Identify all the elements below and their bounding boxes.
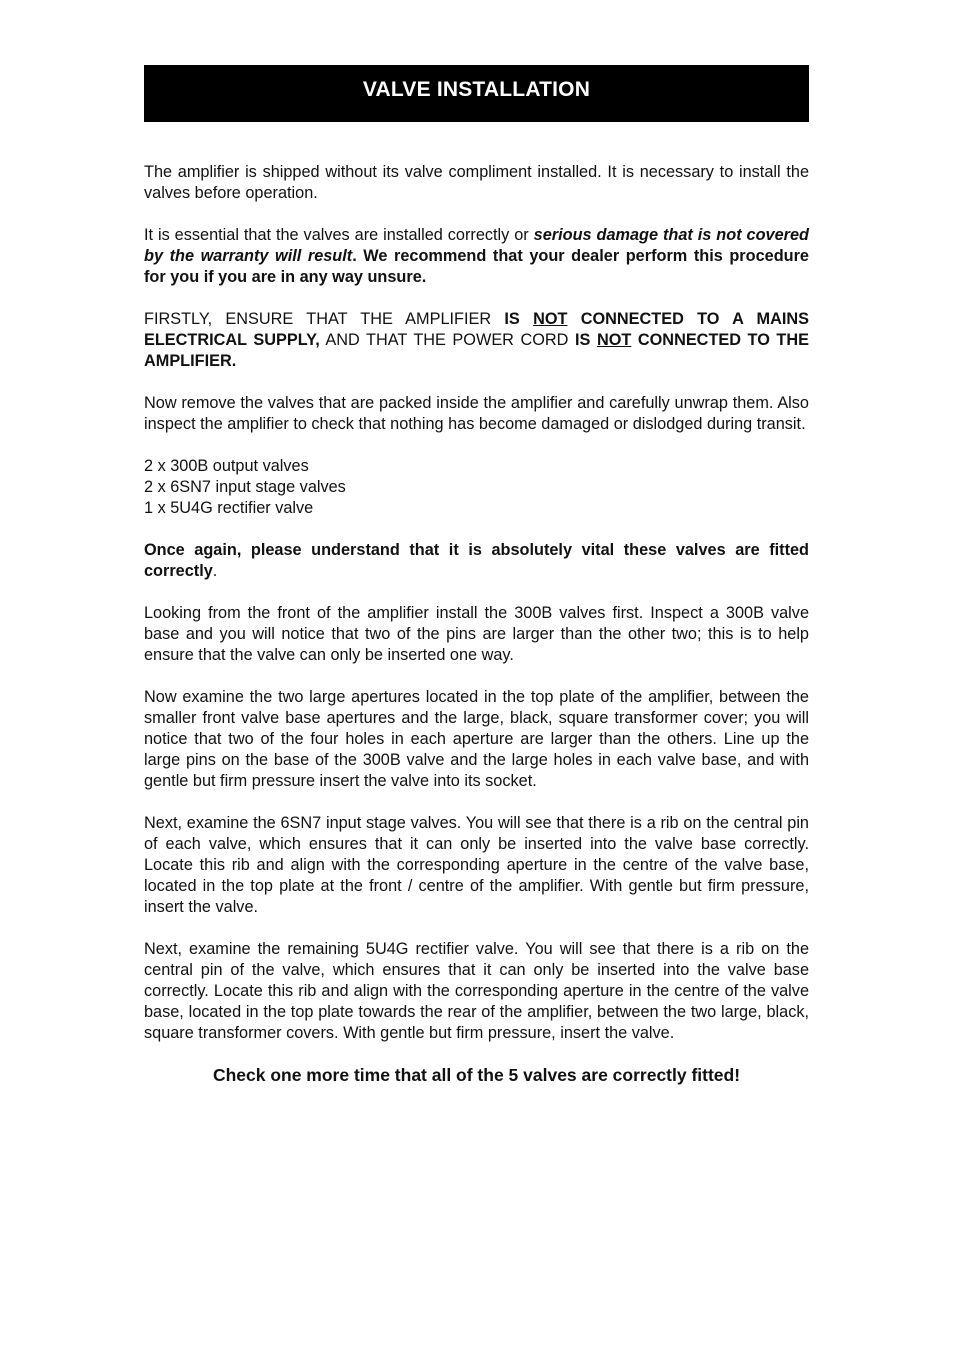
dealer-recommendation: . We recommend that your dealer perform this procedure for you if you are in any way unsure. bbox=[144, 247, 809, 286]
vital-note-paragraph: Once again, please understand that it is absolutely vital these valves are fitted correctly. bbox=[144, 541, 809, 580]
intro-paragraph: The amplifier is shipped without its valve compliment installed. It is necessary to install the valves before operation. bbox=[144, 163, 809, 202]
section-title-bar bbox=[144, 65, 809, 122]
section-title: VALVE INSTALLATION bbox=[362, 77, 591, 101]
5u4g-install-paragraph: Next, examine the remaining 5U4G rectifier valve. You will see that there is a rib on the central pin of the valve, which ensures that it can only be inserted into the valve base correctly. Locate this rib and align with the corresponding aperture in the centre of the valve base, located in the top plate towards the rear of the amplifier, between the two large, black, square transformer covers. With gentle but firm pressure, insert the valve. bbox=[144, 940, 809, 1042]
300b-install-paragraph: Looking from the front of the amplifier install the 300B valves first. Inspect a 300B valve base and you will notice that two of the pins are larger than the other two; this is to help ensure that the valve can only be inserted one way. bbox=[144, 604, 809, 664]
list-item: 1 x 5U4G rectifier valve bbox=[144, 499, 314, 517]
warning-paragraph: It is essential that the valves are installed correctly or serious damage that is not covered by the warranty will result. We recommend that your dealer perform this procedure for you if you are in any way unsure. bbox=[144, 226, 809, 286]
valve-list bbox=[144, 456, 809, 519]
list-item: 2 x 300B output valves bbox=[144, 457, 309, 475]
manual-page bbox=[144, 65, 809, 1107]
page-content bbox=[144, 162, 809, 1086]
unpack-paragraph: Now remove the valves that are packed inside the amplifier and carefully unwrap them. Also inspect the amplifier to check that nothing has become damaged or dislodged during transit. bbox=[144, 394, 809, 433]
final-check-note: Check one more time that all of the 5 valves are correctly fitted! bbox=[212, 1065, 741, 1085]
list-item: 2 x 6SN7 input stage valves bbox=[144, 478, 346, 496]
aperture-paragraph: Now examine the two large apertures located in the top plate of the amplifier, between the smaller front valve base apertures and the large, black, square transformer cover; you will notice that two of the four holes in each aperture are larger than the others. Line up the large pins on the base of the 300B valve and the large holes in each valve base, and with gentle but firm pressure insert the valve into its socket. bbox=[144, 688, 809, 790]
power-safety-paragraph: FIRSTLY, ENSURE THAT THE AMPLIFIER IS NOT CONNECTED TO A MAINS ELECTRICAL SUPPLY, AND THAT THE POWER CORD IS NOT CONNECTED TO THE AMPLIFIER. bbox=[144, 310, 809, 370]
6sn7-install-paragraph: Next, examine the 6SN7 input stage valves. You will see that there is a rib on the central pin of each valve, which ensures that it can only be inserted into the valve base correctly. Locate this rib and align with the corresponding aperture in the centre of the valve base, located in the top plate at the front / centre of the amplifier. With gentle but firm pressure, insert the valve. bbox=[144, 814, 809, 916]
warranty-warning: serious damage that is not covered by the warranty will result bbox=[144, 226, 809, 265]
